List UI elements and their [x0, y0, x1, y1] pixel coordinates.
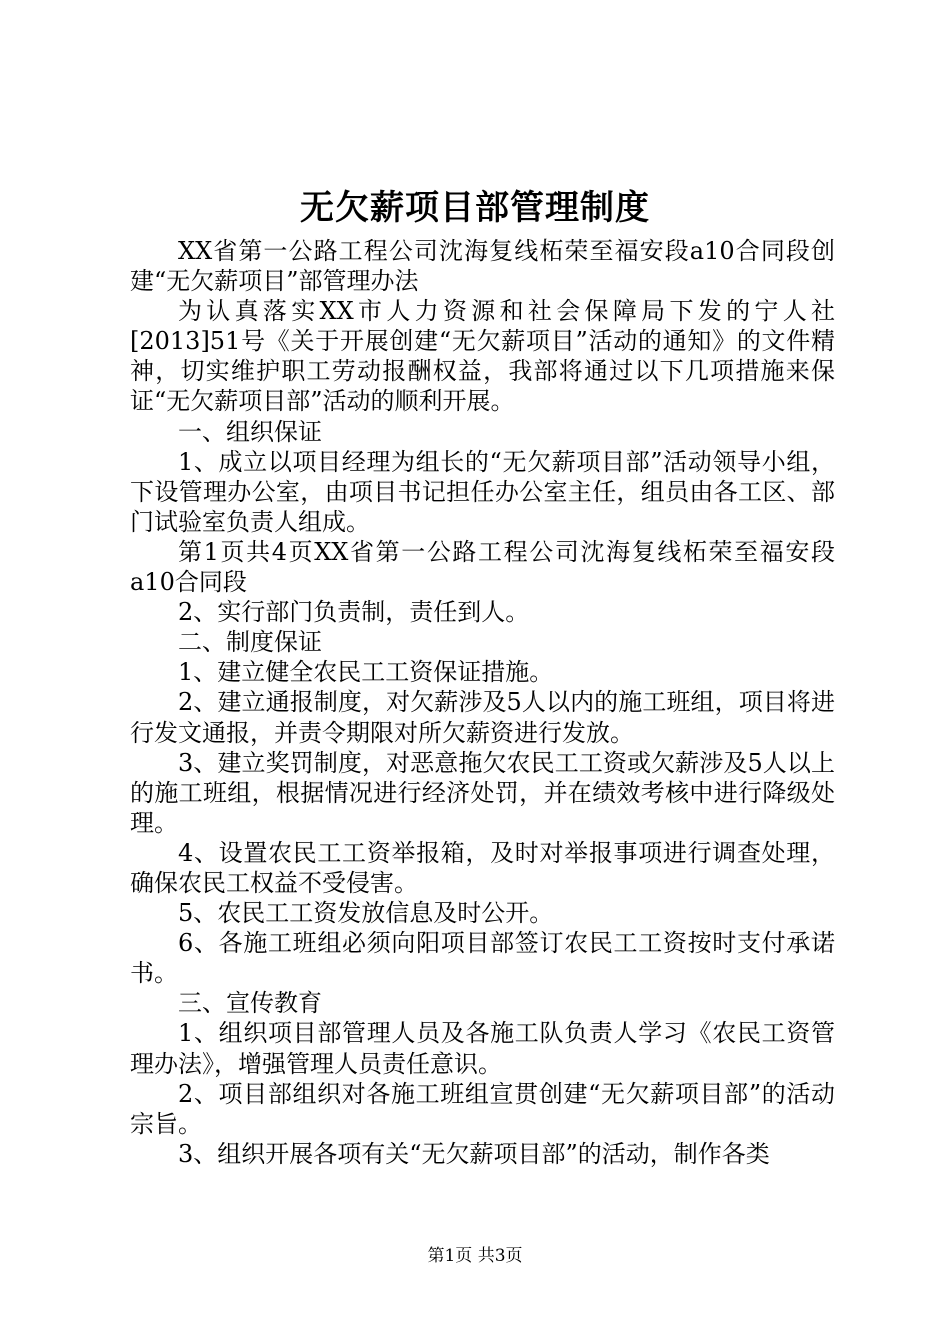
paragraph-item: 3、组织开展各项有关“无欠薪项目部”的活动，制作各类 — [178, 1139, 770, 1168]
paragraph-item: 2、实行部门负责制，责任到人。 — [178, 598, 530, 627]
paragraph-item: 1、建立健全农民工工资保证措施。 — [178, 658, 554, 687]
paragraph-item: 2、项目部组织对各施工班组宣贯创建“无欠薪项目部”的活动宗旨。 — [130, 1079, 835, 1138]
paragraph-item: 5、农民工工资发放信息及时公开。 — [178, 899, 554, 928]
document-title: 无欠薪项目部管理制度 — [300, 188, 650, 228]
paragraph-heading-line: XX省第一公路工程公司沈海复线柘荣至福安段a10合同段创建“无欠薪项目”部管理办法 — [130, 237, 835, 296]
page-footer: 第1页 共3页 — [427, 1246, 523, 1266]
paragraph-item: 1、组织项目部管理人员及各施工队负责人学习《农民工资管理办法》，增强管理人员责任意识。 — [130, 1019, 835, 1078]
paragraph-item: 2、建立通报制度，对欠薪涉及5人以内的施工班组，项目将进行发文通报，并责令期限对所欠薪资进行发放。 — [130, 688, 835, 747]
paragraph-item: 3、建立奖罚制度，对恶意拖欠农民工工资或欠薪涉及5人以上的施工班组，根据情况进行经济处罚，并在绩效考核中进行降级处理。 — [130, 748, 835, 837]
section-heading-system: 二、制度保证 — [178, 628, 322, 657]
document-body — [130, 236, 835, 1169]
section-heading-organization: 一、组织保证 — [178, 417, 322, 446]
paragraph-item: 1、成立以项目经理为组长的“无欠薪项目部”活动领导小组，下设管理办公室，由项目书记担任办公室主任，组员由各工区、部门试验室负责人组成。 — [130, 447, 835, 536]
paragraph-page-note: 第1页共4页XX省第一公路工程公司沈海复线柘荣至福安段a10合同段 — [130, 537, 835, 597]
paragraph-item: 6、各施工班组必须向阳项目部签订农民工工资按时支付承诺书。 — [130, 929, 835, 988]
paragraph-item: 4、设置农民工工资举报箱，及时对举报事项进行调查处理，确保农民工权益不受侵害。 — [130, 838, 835, 897]
paragraph-intro: 为认真落实XX市人力资源和社会保障局下发的宁人社[2013]51号《关于开展创建“无欠薪项目”活动的通知》的文件精神，切实维护职工劳动报酬权益，我部将通过以下几项措施来保证“无欠薪项目部”活动的顺利开展。 — [130, 297, 835, 416]
section-heading-education: 三、宣传教育 — [178, 989, 322, 1018]
